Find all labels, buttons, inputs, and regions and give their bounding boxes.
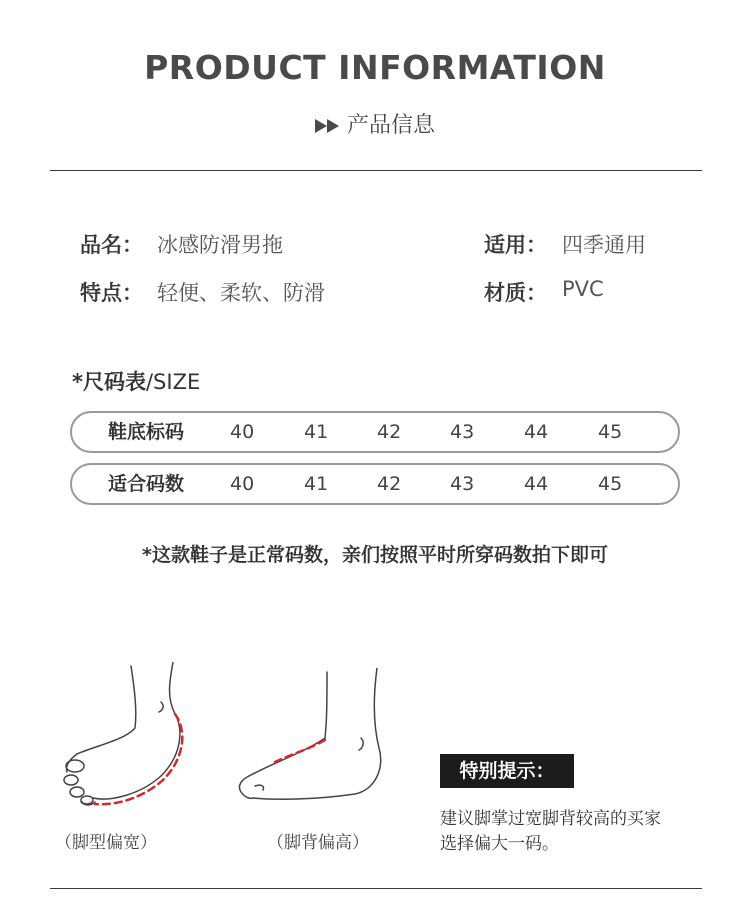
size-value: 40 <box>230 473 255 495</box>
page-subtitle <box>0 108 750 139</box>
size-value: 43 <box>450 421 475 443</box>
name-label: 品名： <box>80 233 143 257</box>
size-row-sole <box>70 411 680 453</box>
size-row-fit <box>70 463 680 505</box>
usage-label: 适用： <box>484 233 547 257</box>
size-value: 44 <box>524 473 549 495</box>
high-instep-foot-illustration <box>235 668 390 808</box>
usage-value: 四季通用 <box>562 233 646 257</box>
material-label: 材质： <box>484 281 547 305</box>
feature-label: 特点： <box>80 281 143 305</box>
subtitle-text: 产品信息 <box>346 113 435 138</box>
wide-foot-illustration <box>55 662 195 812</box>
size-row-label: 适合码数 <box>108 473 185 495</box>
name-value: 冰感防滑男拖 <box>157 233 283 257</box>
size-value: 43 <box>450 473 475 495</box>
feature-value: 轻便、柔软、防滑 <box>157 281 325 305</box>
footer-divider <box>50 888 702 889</box>
size-chart-title-rest: /SIZE <box>145 370 201 394</box>
size-value: 42 <box>377 473 402 495</box>
size-value: 41 <box>304 473 329 495</box>
special-tip-label: 特别提示： <box>440 754 574 788</box>
wide-foot-caption: （脚型偏宽） <box>55 833 157 853</box>
size-value: 45 <box>598 473 623 495</box>
size-value: 41 <box>304 421 329 443</box>
special-tip-line-2: 选择偏大一码。 <box>440 834 559 854</box>
size-value: 45 <box>598 421 623 443</box>
special-tip-line-1: 建议脚掌过宽脚背较高的买家 <box>440 809 661 829</box>
double-play-arrows-icon <box>315 118 341 134</box>
size-chart-title <box>72 366 200 396</box>
size-note: *这款鞋子是正常码数，亲们按照平时所穿码数拍下即可 <box>142 544 608 566</box>
page-title: PRODUCT INFORMATION <box>144 48 606 87</box>
size-value: 42 <box>377 421 402 443</box>
header-divider <box>50 170 702 171</box>
size-chart-title-bold: *尺码表 <box>72 370 146 394</box>
size-row-label: 鞋底标码 <box>108 421 185 443</box>
size-value: 44 <box>524 421 549 443</box>
high-instep-foot-caption: （脚背偏高） <box>267 833 369 853</box>
material-value: PVC <box>562 277 604 301</box>
size-value: 40 <box>230 421 255 443</box>
